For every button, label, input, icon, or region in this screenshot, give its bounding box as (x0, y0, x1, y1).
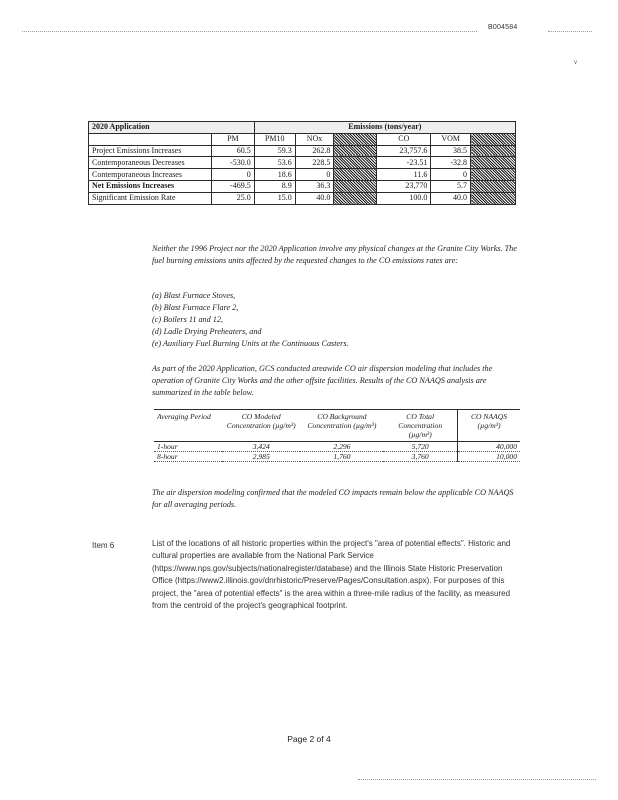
hatched-cell (471, 145, 516, 157)
list-item: (e) Auxiliary Fuel Burning Units at the Continuous Casters. (152, 339, 349, 348)
cell-nox: 262.8 (295, 145, 334, 157)
cell-vom: 38.5 (431, 145, 471, 157)
row-label: Significant Emission Rate (89, 192, 212, 204)
row-label: Project Emissions Increases (89, 145, 212, 157)
hatched-cell (471, 133, 516, 145)
list-item: (c) Boilers 11 and 12, (152, 315, 224, 324)
hatched-cell (334, 157, 377, 169)
cell-modeled: 2,985 (222, 452, 300, 462)
bottom-dotted-rule (358, 779, 596, 780)
cell-pm10: 53.6 (254, 157, 295, 169)
cell-pm: -530.0 (212, 157, 255, 169)
top-right-dotted-rule (548, 31, 592, 32)
cell-co: 100.0 (377, 192, 431, 204)
emissions-column-header-row (89, 133, 516, 145)
cell-pm10: 15.0 (254, 192, 295, 204)
cell-pm: 60.5 (212, 145, 255, 157)
column-header-blank (89, 133, 212, 145)
co-naaqs-table (154, 409, 520, 462)
co-header-total: CO Total Concentration (µg/m³) (383, 410, 457, 442)
column-header-nox: NOx (295, 133, 334, 145)
cell-nox: 228.5 (295, 157, 334, 169)
column-header-vom: VOM (431, 133, 471, 145)
cell-total: 5,720 (383, 442, 457, 452)
cell-vom: -32.8 (431, 157, 471, 169)
hatched-cell (334, 169, 377, 181)
hatched-cell (334, 133, 377, 145)
cell-averaging-period: 8-hour (154, 452, 222, 462)
cell-modeled: 3,424 (222, 442, 300, 452)
co-table-header-row (154, 410, 520, 442)
cell-nox: 36.3 (295, 180, 334, 192)
document-id: B004584 (488, 24, 518, 31)
table-row (154, 442, 520, 452)
cell-total: 3,760 (383, 452, 457, 462)
row-label: Net Emissions Increases (89, 180, 212, 192)
paragraph-project-changes: Neither the 1996 Project nor the 2020 Application involve any physical changes at the Granite City Works. The fuel burning emissions units affected by the requested changes to the CO emissions rates are: (152, 244, 517, 265)
cell-pm: -469.5 (212, 180, 255, 192)
cell-co: 23,757.6 (377, 145, 431, 157)
table-row (89, 169, 516, 181)
emissions-table (88, 121, 516, 205)
emission-units-list (152, 290, 349, 350)
cell-naaqs: 40,000 (458, 442, 521, 452)
table-row (89, 145, 516, 157)
cell-pm: 0 (212, 169, 255, 181)
corner-mark: v (574, 60, 577, 66)
table-row (89, 180, 516, 192)
cell-vom: 40.0 (431, 192, 471, 204)
cell-co: -23.51 (377, 157, 431, 169)
hatched-cell (334, 145, 377, 157)
co-header-background: CO Background Concentration (µg/m³) (300, 410, 383, 442)
cell-naaqs: 10,000 (458, 452, 521, 462)
table-row (89, 157, 516, 169)
column-header-pm: PM (212, 133, 255, 145)
cell-vom: 5.7 (431, 180, 471, 192)
hatched-cell (471, 192, 516, 204)
table-row (154, 452, 520, 462)
row-label: Contemporaneous Increases (89, 169, 212, 181)
co-header-naaqs: CO NAAQS (µg/m³) (458, 410, 521, 442)
cell-nox: 0 (295, 169, 334, 181)
column-header-co: CO (377, 133, 431, 145)
list-item: (b) Blast Furnace Flare 2, (152, 303, 239, 312)
hatched-cell (471, 157, 516, 169)
emissions-table-caption: 2020 Application (89, 122, 255, 134)
list-item: (d) Ladle Drying Preheaters, and (152, 327, 262, 336)
cell-nox: 40.0 (295, 192, 334, 204)
cell-vom: 0 (431, 169, 471, 181)
top-dotted-rule (22, 31, 477, 32)
item-label: Item 6 (92, 541, 115, 550)
co-header-averaging-period: Averaging Period (154, 410, 222, 442)
cell-pm10: 8.9 (254, 180, 295, 192)
cell-averaging-period: 1-hour (154, 442, 222, 452)
paragraph-conclusion: The air dispersion modeling confirmed that the modeled CO impacts remain below the applicable CO NAAQS for all averaging periods. (152, 488, 514, 509)
item-historic-properties-text: List of the locations of all historic properties within the project's "area of potential effects". Historic and cultural properties are available from the National Park Service (https://www.nps.gov/subjects/nationalregister/database) and the Illinois State Historic Preservation Office (https://www2.illinois.gov/dnrhistoric/Preserve/Pages/Consultation.aspx). For purposes of this project, the "area of potential effects" is the area within a three-mile radius of the facility, as measured from the centroid of the project's geographical footprint. (152, 539, 511, 611)
hatched-cell (334, 180, 377, 192)
cell-co: 23,770 (377, 180, 431, 192)
cell-background: 1,760 (300, 452, 383, 462)
hatched-cell (471, 169, 516, 181)
hatched-cell (471, 180, 516, 192)
cell-pm10: 59.3 (254, 145, 295, 157)
list-item: (a) Blast Furnace Stoves, (152, 291, 236, 300)
co-header-modeled: CO Modeled Concentration (µg/m³) (222, 410, 300, 442)
emissions-group-header: Emissions (tons/year) (254, 122, 515, 134)
table-row (89, 192, 516, 204)
page-number: Page 2 of 4 (287, 734, 331, 744)
cell-co: 11.6 (377, 169, 431, 181)
emissions-table-header-row (89, 122, 516, 134)
row-label: Contemporaneous Decreases (89, 157, 212, 169)
cell-pm10: 18.6 (254, 169, 295, 181)
column-header-pm10: PM10 (254, 133, 295, 145)
cell-background: 2,296 (300, 442, 383, 452)
hatched-cell (334, 192, 377, 204)
cell-pm: 25.0 (212, 192, 255, 204)
paragraph-modeling: As part of the 2020 Application, GCS conducted areawide CO air dispersion modeling that includes the operation of Granite City Works and the other offsite facilities. Results of the CO NAAQS analysis are summarized in the table below. (152, 364, 493, 397)
